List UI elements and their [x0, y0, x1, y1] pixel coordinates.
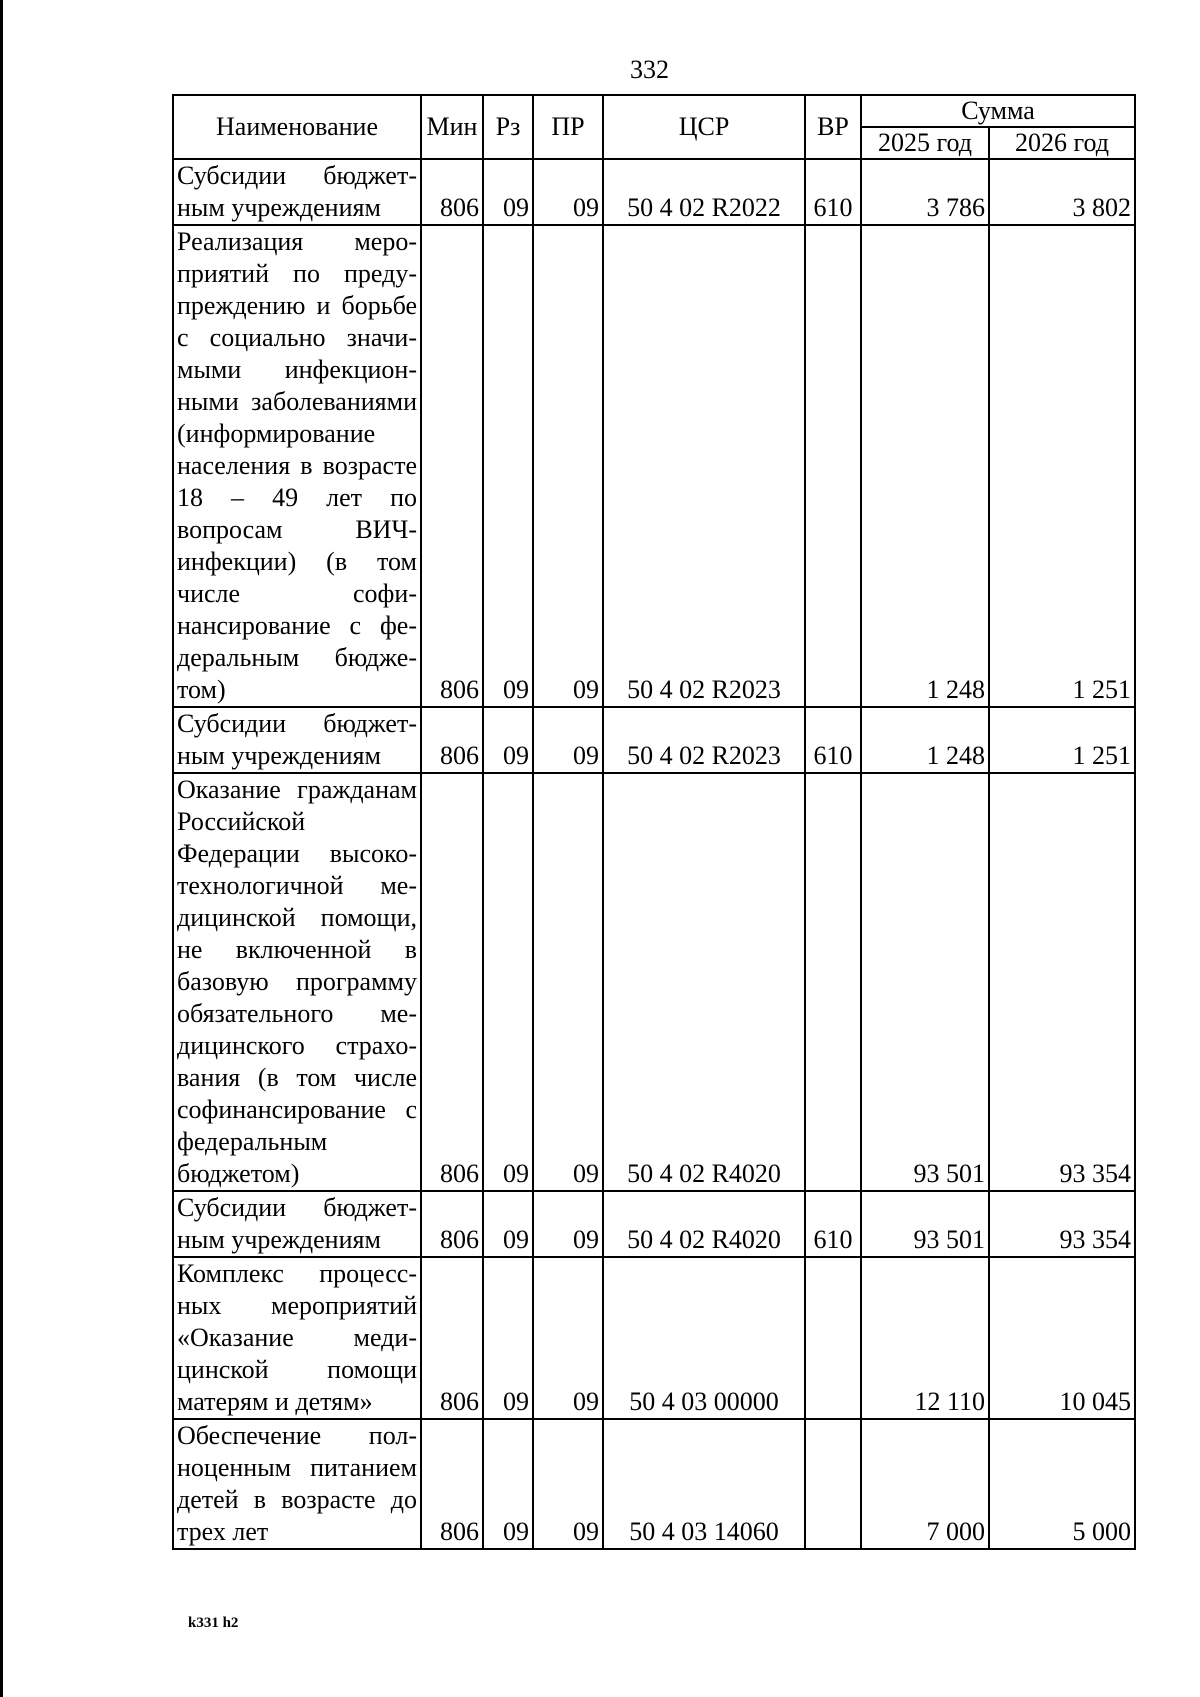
row-name: Обеспечение полноценным питанием детей в возрасте до трех лет [173, 1419, 421, 1549]
header-min: Мин [421, 95, 483, 159]
row-csr: 50 4 02 R2023 [603, 707, 805, 773]
row-name: Оказание гражданам Российской Федерации высокотехнологичной медицинской помощи, не включенной в базовую программу обязательного медицинского страхования (в том числе софинансирование с федеральным бюджетом) [173, 773, 421, 1191]
row-sum-2026: 5 000 [989, 1419, 1135, 1549]
table-row [173, 1419, 1135, 1549]
row-vr: 610 [805, 1191, 861, 1257]
row-csr: 50 4 03 00000 [603, 1257, 805, 1419]
row-pr: 09 [533, 1419, 603, 1549]
page-number: 332 [630, 55, 669, 84]
header-sum: Сумма [861, 95, 1135, 127]
row-sum-2026: 93 354 [989, 1191, 1135, 1257]
page-left-edge [0, 0, 3, 1697]
header-pr: ПР [533, 95, 603, 159]
row-sum-2025: 12 110 [861, 1257, 989, 1419]
row-vr [805, 225, 861, 707]
row-rz: 09 [483, 1257, 533, 1419]
row-sum-2026: 1 251 [989, 707, 1135, 773]
row-vr: 610 [805, 707, 861, 773]
header-year-2025: 2025 год [861, 127, 989, 159]
row-sum-2025: 1 248 [861, 225, 989, 707]
table-row [173, 159, 1135, 225]
row-sum-2025: 7 000 [861, 1419, 989, 1549]
row-pr: 09 [533, 1191, 603, 1257]
table-row [173, 1257, 1135, 1419]
row-sum-2026: 10 045 [989, 1257, 1135, 1419]
row-rz: 09 [483, 1191, 533, 1257]
row-sum-2026: 3 802 [989, 159, 1135, 225]
row-min: 806 [421, 1419, 483, 1549]
row-name: Субсидии бюджетным учреждениям [173, 159, 421, 225]
row-min: 806 [421, 773, 483, 1191]
row-name: Реализация мероприятий по предупреждению и борьбе с социально значимыми инфекционными заболеваниями (информирование населения в возрасте 18 – 49 лет по вопросам ВИЧ-инфекции) (в том числе софинансирование с федеральным бюджетом) [173, 225, 421, 707]
row-name: Субсидии бюджетным учреждениям [173, 707, 421, 773]
row-csr: 50 4 02 R4020 [603, 773, 805, 1191]
row-sum-2026: 93 354 [989, 773, 1135, 1191]
row-pr: 09 [533, 773, 603, 1191]
row-csr: 50 4 03 14060 [603, 1419, 805, 1549]
row-rz: 09 [483, 159, 533, 225]
row-vr [805, 1257, 861, 1419]
header-name: Наименование [173, 95, 421, 159]
row-rz: 09 [483, 1419, 533, 1549]
row-min: 806 [421, 159, 483, 225]
row-min: 806 [421, 225, 483, 707]
row-vr [805, 773, 861, 1191]
header-year-2026: 2026 год [989, 127, 1135, 159]
row-vr [805, 1419, 861, 1549]
row-rz: 09 [483, 773, 533, 1191]
row-sum-2025: 3 786 [861, 159, 989, 225]
row-pr: 09 [533, 1257, 603, 1419]
row-pr: 09 [533, 159, 603, 225]
row-sum-2025: 93 501 [861, 773, 989, 1191]
table-row [173, 225, 1135, 707]
row-vr: 610 [805, 159, 861, 225]
row-name: Комплекс процессных мероприятий «Оказание медицинской помощи матерям и детям» [173, 1257, 421, 1419]
row-sum-2025: 1 248 [861, 707, 989, 773]
row-csr: 50 4 02 R2023 [603, 225, 805, 707]
table-row [173, 773, 1135, 1191]
table-row [173, 707, 1135, 773]
table-header [173, 95, 1135, 159]
row-csr: 50 4 02 R2022 [603, 159, 805, 225]
row-name: Субсидии бюджетным учреждениям [173, 1191, 421, 1257]
budget-table [172, 94, 1136, 1550]
header-rz: Рз [483, 95, 533, 159]
row-min: 806 [421, 1257, 483, 1419]
footer-code: k331 h2 [188, 1615, 239, 1631]
row-csr: 50 4 02 R4020 [603, 1191, 805, 1257]
row-rz: 09 [483, 707, 533, 773]
table-row [173, 1191, 1135, 1257]
header-csr: ЦСР [603, 95, 805, 159]
row-sum-2026: 1 251 [989, 225, 1135, 707]
row-min: 806 [421, 1191, 483, 1257]
row-rz: 09 [483, 225, 533, 707]
row-pr: 09 [533, 707, 603, 773]
row-min: 806 [421, 707, 483, 773]
row-pr: 09 [533, 225, 603, 707]
header-vr: ВР [805, 95, 861, 159]
row-sum-2025: 93 501 [861, 1191, 989, 1257]
